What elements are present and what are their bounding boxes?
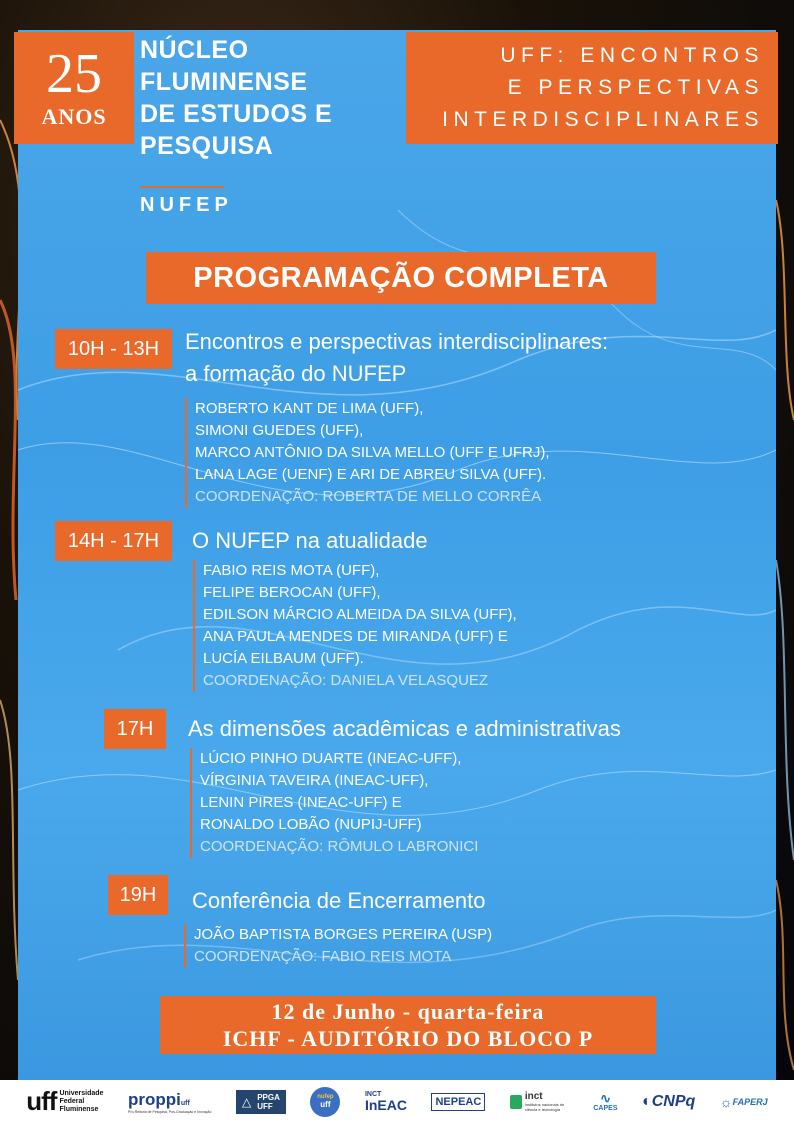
session-title-line: a formação do NUFEP	[185, 361, 407, 386]
session-title-line: Conferência de Encerramento	[192, 888, 486, 913]
sponsor-logos-bar	[0, 1080, 794, 1123]
session-coordination: COORDENAÇÃO: RÔMULO LABRONICI	[200, 838, 479, 855]
faperj-logo-text: FAPERJ	[732, 1096, 768, 1107]
event-title-line: E PERSPECTIVAS	[507, 76, 764, 99]
cnpq-logo	[642, 1093, 695, 1111]
uff-logo-text: Federal	[59, 1097, 85, 1105]
inct-logo	[510, 1091, 569, 1112]
speaker: MARCO ANTÔNIO DA SILVA MELLO (UFF E UFRJ),	[195, 444, 550, 461]
session-time: 17H	[104, 709, 166, 749]
cnpq-icon: ◐	[642, 1092, 652, 1110]
nufep-logo-sub: uff	[320, 1100, 331, 1109]
speaker: RONALDO LOBÃO (NUPIJ-UFF)	[200, 816, 422, 833]
session-title-line: O NUFEP na atualidade	[192, 528, 428, 553]
proppi-logo-suffix: uff	[180, 1099, 190, 1107]
session-title	[192, 885, 486, 917]
capes-icon: ∿	[599, 1090, 612, 1106]
uff-logo	[26, 1086, 103, 1117]
session-speakers	[184, 924, 492, 968]
cnpq-logo-text: CNPq	[651, 1092, 696, 1110]
org-divider	[140, 186, 224, 188]
session-time: 19H	[108, 875, 168, 915]
nepeac-logo	[431, 1093, 485, 1111]
speaker: FELIPE BEROCAN (UFF),	[203, 584, 381, 601]
anniversary-label: ANOS	[41, 104, 107, 129]
speaker: ANA PAULA MENDES DE MIRANDA (UFF) E	[203, 628, 508, 645]
proppi-logo	[128, 1090, 211, 1114]
org-name-line: NÚCLEO	[140, 36, 249, 64]
speaker: LANA LAGE (UENF) E ARI DE ABREU SILVA (UFF).	[195, 466, 547, 483]
inct-logo-main: inct	[524, 1091, 543, 1102]
program-title: PROGRAMAÇÃO COMPLETA	[146, 252, 656, 304]
ineac-logo	[365, 1091, 407, 1112]
speaker: ROBERTO KANT DE LIMA (UFF),	[195, 400, 424, 417]
session-speakers	[190, 748, 478, 858]
session-speakers	[185, 398, 550, 508]
date-location-box	[160, 996, 656, 1054]
org-acronym: NUFEP	[140, 194, 233, 216]
faperj-logo	[720, 1094, 768, 1110]
capes-logo-text: CAPES	[593, 1105, 618, 1112]
speaker: LENIN PIRES (INEAC-UFF) E	[200, 794, 402, 811]
ppga-logo-text: PPGA	[257, 1092, 280, 1102]
session-coordination: COORDENAÇÃO: ROBERTA DE MELLO CORRÊA	[195, 488, 542, 505]
inct-logo-sub: institutos nacionais de ciência e tecnologia	[524, 1102, 565, 1112]
uff-logo-text: Universidade	[59, 1089, 104, 1097]
event-title-line: INTERDISCIPLINARES	[442, 108, 764, 131]
anniversary-badge	[14, 32, 134, 144]
session-title-line: As dimensões acadêmicas e administrativas	[188, 716, 621, 741]
session-title	[192, 525, 428, 557]
speaker: FABIO REIS MOTA (UFF),	[203, 562, 380, 579]
speaker: LUCÍA EILBAUM (UFF).	[203, 650, 364, 667]
faperj-icon: ☼	[719, 1093, 733, 1110]
event-date: 12 de Junho - quarta-feira	[271, 999, 545, 1024]
org-name-line: PESQUISA	[140, 132, 274, 160]
session-title-line: Encontros e perspectivas interdisciplinares:	[185, 329, 609, 354]
speaker: SIMONI GUEDES (UFF),	[195, 422, 364, 439]
session-time: 14H - 17H	[55, 521, 172, 561]
uff-logo-text: Fluminense	[59, 1105, 99, 1113]
session-time: 10H - 13H	[55, 329, 172, 369]
organization-name	[140, 34, 400, 162]
org-name-line: FLUMINENSE	[140, 68, 308, 96]
org-name-line: DE ESTUDOS E	[140, 100, 333, 128]
speaker: VÍRGINIA TAVEIRA (INEAC-UFF),	[200, 772, 429, 789]
ppga-logo-text: UFF	[257, 1101, 273, 1111]
proppi-logo-mark: proppi	[127, 1089, 181, 1109]
proppi-logo-sub: Pró-Reitoria de Pesquisa, Pós-Graduação e Inovação	[127, 1109, 212, 1114]
session-coordination: COORDENAÇÃO: FABIO REIS MOTA	[194, 948, 452, 965]
speaker: JOÃO BAPTISTA BORGES PEREIRA (USP)	[194, 926, 493, 943]
nufep-logo-text: nufep	[317, 1094, 334, 1100]
session-speakers	[193, 560, 517, 692]
speaker: LÚCIO PINHO DUARTE (INEAC-UFF),	[200, 750, 462, 767]
ppga-logo: △ PPGA UFF	[236, 1090, 286, 1114]
session-title	[185, 326, 608, 390]
capes-logo	[593, 1091, 617, 1112]
nufep-logo	[310, 1087, 340, 1117]
session-title	[188, 713, 621, 745]
ineac-logo-main: InEAC	[364, 1097, 407, 1113]
ineac-logo-top: INCT	[364, 1091, 382, 1098]
session-coordination: COORDENAÇÃO: DANIELA VELASQUEZ	[203, 672, 489, 689]
uff-logo-mark: uff	[26, 1086, 57, 1116]
event-place: ICHF - AUDITÓRIO DO BLOCO P	[222, 1026, 594, 1051]
event-title-box	[406, 32, 778, 144]
event-title-line: UFF: ENCONTROS	[500, 44, 764, 67]
nepeac-logo-text: NEPEAC	[435, 1095, 482, 1108]
anniversary-number: 25	[46, 43, 102, 105]
speaker: EDILSON MÁRCIO ALMEIDA DA SILVA (UFF),	[203, 606, 517, 623]
